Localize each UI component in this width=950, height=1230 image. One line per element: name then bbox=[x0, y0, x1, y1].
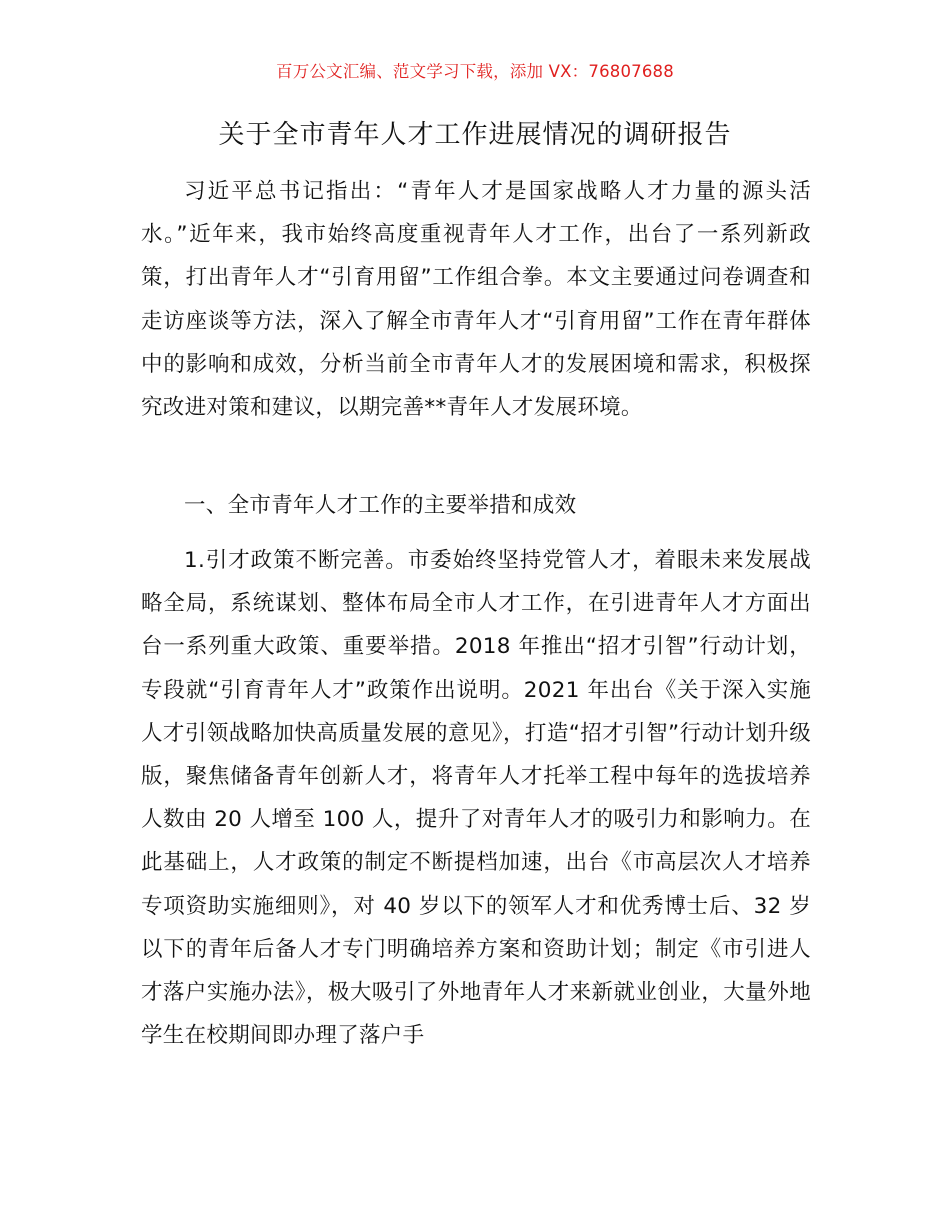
section-paragraph: 1.引才政策不断完善。市委始终坚持党管人才，着眼未来发展战略全局，系统谋划、整体布局全市人才工作，在引进青年人才方面出台一系列重大政策、重要举措。2018 年推出“招才引智”行动计划，专段就“引育青年人才”政策作出说明。2021 年出台《关于深入实施人才引领战略加快高质量发展的意见》，打造“招才引智”行动计划升级版，聚焦储备青年创新人才，将青年人才托举工程中每年的选拔培养人数由 20 人增至 100 人，提升了对青年人才的吸引力和影响力。在此基础上，人才政策的制定不断提档加速，出台《市高层次人才培养专项资助实施细则》，对 40 岁以下的领军人才和优秀博士后、32 岁以下的青年后备人才专门明确培养方案和资助计划；制定《市引进人才落户实施办法》，极大吸引了外地青年人才来新就业创业，大量外地学生在校期间即办理了落户手 bbox=[141, 548, 811, 1049]
section-heading: 一、全市青年人才工作的主要举措和成效 bbox=[184, 493, 577, 518]
intro-paragraph: 习近平总书记指出：“青年人才是国家战略人才力量的源头活水。”近年来，我市始终高度重视青年人才工作，出台了一系列新政策，打出青年人才“引育用留”工作组合拳。本文主要通过问卷调查和走访座谈等方法，深入了解全市青年人才“引育用留”工作在青年群体中的影响和成效，分析当前全市青年人才的发展困境和需求，积极探究改进对策和建议，以期完善**青年人才发展环境。 bbox=[141, 179, 811, 421]
watermark-header: 百万公文汇编、范文学习下载，添加 VX：76807688 bbox=[276, 62, 674, 81]
document-title: 关于全市青年人才工作进展情况的调研报告 bbox=[218, 120, 732, 150]
